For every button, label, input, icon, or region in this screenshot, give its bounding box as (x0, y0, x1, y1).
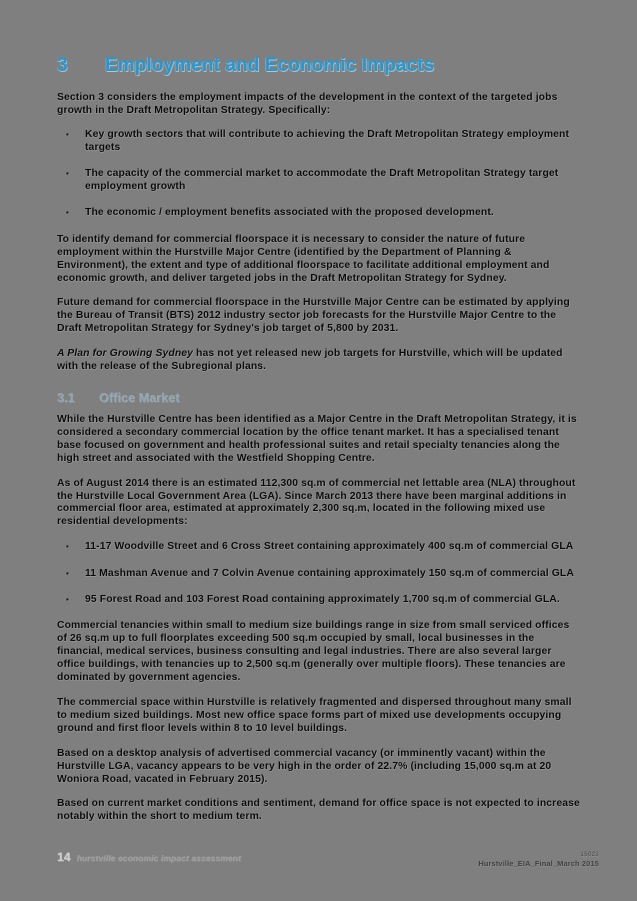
paragraph-future-demand: Future demand for commercial floorspace in the Hurstville Major Centre can be estimated by applying the Bureau of Transit (BTS) 2012 industry sector job forecasts for the Hurstville Major Centre to the Draft Metropolitan Strategy for Sydney's job target of 5,800 by 2031. (57, 297, 570, 335)
paragraph-vacancy: Based on a desktop analysis of advertised commercial vacancy (or imminently vacant) within the Hurstville LGA, vacancy appears to be very high in the order of 22.7% (including 15,000 sq.m at 20 Woniora Road, vacated in February 2015). (57, 747, 552, 785)
paragraph-tenancies: Commercial tenancies within small to medium size buildings range in size from small serviced offices of 26 sq.m up to full floorplates exceeding 500 sq.m occupied by small, local businesses in the financial, medical services, business consulting and legal industries. There are also several larger office buildings, with tenancies up to 2,500 sq.m (generally over multiple floors). These tenancies are dominated by government agencies. (57, 620, 570, 684)
plan-rest: has not yet released new job targets for Hurstville, which will be updated with the release of the Subregional plans. (57, 348, 563, 373)
footer-ref-number: 15023 (580, 851, 599, 858)
footer-left (57, 851, 241, 865)
paragraph-demand: To identify demand for commercial floorspace it is necessary to consider the nature of future employment within the Hurstville Major Centre (identified by the Department of Planning & Environment), the extent and type of additional floorspace to facilitate additional employment and economic growth, and deliver targeted jobs in the Draft Metropolitan Strategy for Sydney. (57, 233, 550, 284)
bullet-item: ▪ The economic / employment benefits associated with the proposed development. (57, 207, 581, 220)
bullet-item: ▪ The capacity of the commercial market to accommodate the Draft Metropolitan Strategy target employment growth (57, 168, 581, 194)
paragraph-plan (57, 348, 581, 374)
paragraph-nla: As of August 2014 there is an estimated 112,300 sq.m of commercial net lettable area (NLA) throughout the Hurstville Local Government Area (LGA). Since March 2013 there have been marginal additions in commercial floor area, estimated at approximately 2,300 sq.m, located in the following mixed use residential developments: (57, 477, 576, 528)
section-title: Employment and Economic Impacts (105, 55, 435, 76)
paragraph-outlook: Based on current market conditions and sentiment, demand for office space is not expected to increase notably within the short to medium term. (57, 798, 580, 823)
intro-paragraph: Section 3 considers the employment impacts of the development in the context of the targeted jobs growth in the Draft Metropolitan Strategy. Specifically: (57, 92, 558, 116)
page-number: 14 (57, 850, 71, 864)
bullet-item: ▪ 11-17 Woodville Street and 6 Cross Street containing approximately 400 sq.m of commercial GLA (57, 541, 581, 554)
bullet-item: ▪ Key growth sectors that will contribute to achieving the Draft Metropolitan Strategy employment targets (57, 129, 581, 155)
subsection-heading (57, 390, 581, 406)
section3-bullet-list (57, 129, 581, 221)
subsection-number: 3.1 (57, 391, 75, 405)
page-footer (57, 851, 599, 868)
paragraph-major-centre: While the Hurstville Centre has been identified as a Major Centre in the Draft Metropolitan Strategy, it is considered a secondary commercial location by the office tenant market. It has a specialised tenant base focused on government and health professional suites and retail specialty tenancies along the high street and associated with the Westfield Shopping Centre. (57, 414, 577, 464)
subsection-title: Office Market (99, 391, 180, 405)
footer-left-label: hurstville economic impact assessment (76, 853, 241, 863)
paragraph-fragmented: The commercial space within Hurstville is relatively fragmented and dispersed throughout many small to medium sized buildings. Most new office space forms part of mixed use developments occupying ground and first floor levels within 8 to 10 level buildings. (57, 697, 572, 734)
section-heading (57, 54, 581, 78)
footer-right (478, 851, 599, 868)
footer-document-reference: Hurstville_EIA_Final_March 2015 (478, 858, 599, 868)
bullet-item: ▪ 11 Mashman Avenue and 7 Colvin Avenue containing approximately 150 sq.m of commercial GLA (57, 568, 581, 581)
section31-bullet-list (57, 541, 581, 607)
section-number: 3 (57, 55, 68, 76)
bullet-item: ▪ 95 Forest Road and 103 Forest Road containing approximately 1,700 sq.m of commercial GLA. (57, 594, 581, 607)
plan-title-italic: A Plan for Growing Sydney (57, 348, 194, 360)
